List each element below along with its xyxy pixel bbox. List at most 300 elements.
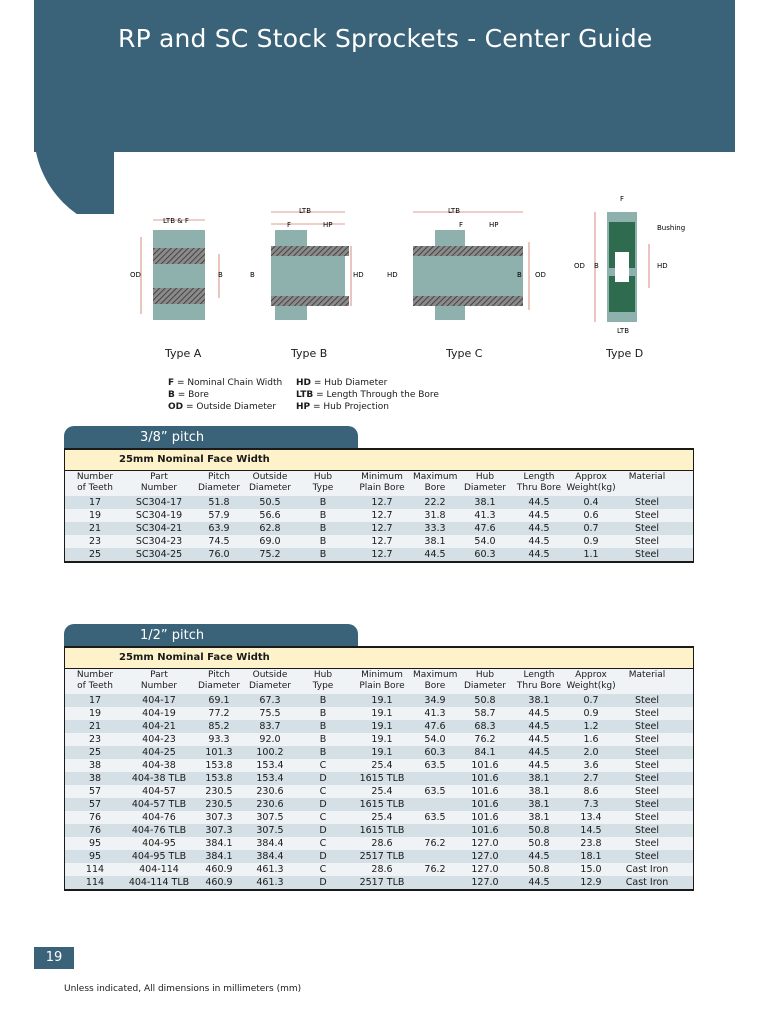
table-cell: 307.3 [205, 812, 233, 823]
table-cell: 50.8 [528, 838, 550, 849]
table-cell: D [319, 825, 327, 836]
table-cell: 153.4 [256, 773, 284, 784]
ltb-f-label: LTB & F [163, 217, 189, 225]
table-cell: 114 [85, 877, 105, 888]
table-cell: 15.0 [580, 864, 602, 875]
table-cell: 44.5 [528, 760, 550, 771]
table-cell: D [319, 799, 327, 810]
table-cell: 1.1 [583, 549, 599, 560]
table-row [65, 496, 693, 509]
table-cell: 404-95 TLB [131, 851, 187, 862]
table-cell: 12.7 [371, 510, 393, 521]
column-header: Hub Diameter [463, 472, 507, 493]
table-cell: 127.0 [471, 851, 499, 862]
f-label: F [287, 221, 292, 229]
bushing-label: Bushing [657, 224, 686, 232]
table-cell: Cast Iron [625, 864, 669, 875]
table-cell: Steel [634, 838, 660, 849]
table-cell: B [319, 708, 327, 719]
table-cell: 404-57 TLB [131, 799, 187, 810]
od-label: OD [535, 271, 546, 279]
table-cell: 84.1 [474, 747, 496, 758]
table-cell: 38.1 [424, 536, 446, 547]
column-header: Hub Type [312, 670, 334, 691]
table-row [65, 694, 693, 707]
f-label: F [459, 221, 464, 229]
table-cell: 404-38 [142, 760, 176, 771]
sprocket-diagrams [125, 192, 705, 372]
table-cell: 44.5 [528, 497, 550, 508]
column-headers [65, 470, 693, 496]
table-cell: 44.5 [528, 734, 550, 745]
table-row [65, 759, 693, 772]
table-cell: 74.5 [208, 536, 230, 547]
table-cell: 2.7 [583, 773, 599, 784]
table-cell: 14.5 [580, 825, 602, 836]
table-cell: 1615 TLB [359, 799, 405, 810]
table-cell [413, 772, 457, 785]
column-header: Hub Diameter [463, 670, 507, 691]
table-cell: Steel [634, 510, 660, 521]
table-row [65, 720, 693, 733]
table-cell: 384.4 [256, 851, 284, 862]
table-cell: 57 [88, 799, 102, 810]
table-row [65, 785, 693, 798]
table-cell: 404-114 [139, 864, 179, 875]
table-cell: SC304-17 [135, 497, 183, 508]
column-header: Approx Weight(kg) [566, 472, 616, 493]
table-cell: 23 [88, 734, 102, 745]
table-cell: D [319, 877, 327, 888]
sprocket-table-3-8 [64, 448, 694, 563]
table-cell: 21 [88, 721, 102, 732]
table-cell: 44.5 [424, 549, 446, 560]
f-label: F [620, 195, 625, 203]
table-cell: 22.2 [424, 497, 446, 508]
table-cell: 307.5 [256, 825, 284, 836]
od-label: OD [574, 262, 585, 270]
table-cell: 44.5 [528, 549, 550, 560]
table-cell: 25.4 [371, 760, 393, 771]
table-cell: 101.6 [471, 812, 499, 823]
table-cell: 21 [88, 523, 102, 534]
legend-left [168, 377, 282, 413]
table-row [65, 876, 693, 889]
table-cell: 25 [88, 549, 102, 560]
table-cell: 68.3 [474, 721, 496, 732]
table-cell: 384.1 [205, 838, 233, 849]
table-cell: 19 [88, 510, 102, 521]
header-curve [34, 152, 114, 214]
table-cell: 404-25 [142, 747, 176, 758]
column-header: Outside Diameter [248, 472, 292, 493]
table-cell: 58.7 [474, 708, 496, 719]
table-cell: 404-17 [142, 695, 176, 706]
table-cell: Steel [634, 708, 660, 719]
b-label: B [594, 262, 599, 270]
pitch-tab-1-2: 1/2” pitch [64, 624, 358, 648]
table-cell: 404-38 TLB [131, 773, 187, 784]
table-cell: 23.8 [580, 838, 602, 849]
table-cell: 75.5 [259, 708, 281, 719]
table-cell: B [319, 549, 327, 560]
table-row [65, 733, 693, 746]
table-cell: 404-95 [142, 838, 176, 849]
type-d-diagram [574, 195, 685, 335]
table-cell [413, 850, 457, 863]
type-c-label: Type C [446, 347, 483, 360]
table-cell: 60.3 [424, 747, 446, 758]
table-cell: 19.1 [371, 747, 393, 758]
table-cell: 404-76 [142, 812, 176, 823]
table-cell: 17 [88, 695, 102, 706]
table-cell: 1615 TLB [359, 773, 405, 784]
table-cell: 127.0 [471, 877, 499, 888]
table-cell: 1.2 [583, 721, 599, 732]
table-cell: 230.6 [256, 799, 284, 810]
column-header: Part Number [140, 472, 178, 493]
table-cell: 100.2 [256, 747, 284, 758]
table-cell: Steel [634, 734, 660, 745]
table-cell: Steel [634, 523, 660, 534]
column-header: Pitch Diameter [197, 670, 241, 691]
table-cell: D [319, 851, 327, 862]
table-cell: B [319, 734, 327, 745]
table-cell: 460.9 [205, 864, 233, 875]
table-cell: Cast Iron [625, 877, 669, 888]
table-row [65, 772, 693, 785]
table-cell: 114 [85, 864, 105, 875]
table-cell: 12.7 [371, 549, 393, 560]
table-cell: C [319, 760, 327, 771]
table-cell: 101.6 [471, 773, 499, 784]
table-cell: Steel [634, 812, 660, 823]
type-d-label: Type D [606, 347, 644, 360]
legend-right [296, 377, 439, 413]
table-cell: 404-21 [142, 721, 176, 732]
table-cell: 69.1 [208, 695, 230, 706]
table-cell: Steel [634, 549, 660, 560]
column-header: Minimum Plain Bore [359, 472, 405, 493]
table-cell: C [319, 838, 327, 849]
table-cell: 153.8 [205, 773, 233, 784]
table-cell: 38.1 [528, 799, 550, 810]
column-header: Pitch Diameter [197, 472, 241, 493]
table-cell: 47.6 [474, 523, 496, 534]
table-cell: 230.6 [256, 786, 284, 797]
hd-label: HD [353, 271, 364, 279]
table-cell: 34.9 [424, 695, 446, 706]
legend-item: HP = Hub Projection [296, 402, 389, 412]
table-cell: 307.3 [205, 825, 233, 836]
table-row [65, 863, 693, 876]
hp-label: HP [323, 221, 333, 229]
ltb-label: LTB [617, 327, 630, 335]
table-cell: 0.7 [583, 523, 599, 534]
table-cell: 47.6 [424, 721, 446, 732]
table-cell: 76.2 [424, 864, 446, 875]
table-cell: 51.8 [208, 497, 230, 508]
table-cell: 0.4 [583, 497, 599, 508]
table-cell: 75.2 [259, 549, 281, 560]
table-cell: Steel [634, 695, 660, 706]
sprocket-table-1-2 [64, 646, 694, 891]
table-cell: Steel [634, 760, 660, 771]
table-cell: 404-114 TLB [128, 877, 190, 888]
table-cell: 44.5 [528, 708, 550, 719]
page-title: RP and SC Stock Sprockets - Center Guide [118, 24, 653, 53]
type-b-diagram [250, 207, 364, 320]
table-cell: 12.9 [580, 877, 602, 888]
table-cell: 95 [88, 838, 102, 849]
table-cell: 54.0 [424, 734, 446, 745]
table-cell: 7.3 [583, 799, 599, 810]
b-label: B [250, 271, 255, 279]
table-cell: 230.5 [205, 786, 233, 797]
table-cell: 153.4 [256, 760, 284, 771]
table-cell: 13.4 [580, 812, 602, 823]
table-cell: C [319, 812, 327, 823]
table-cell: 44.5 [528, 851, 550, 862]
ltb-label: LTB [299, 207, 312, 215]
table-cell: 101.6 [471, 760, 499, 771]
table-cell: Steel [634, 825, 660, 836]
table-cell: 404-23 [142, 734, 176, 745]
table-cell: 44.5 [528, 721, 550, 732]
table-cell: 28.6 [371, 838, 393, 849]
table-cell: 127.0 [471, 864, 499, 875]
hd-label: HD [657, 262, 668, 270]
legend-item: HD = Hub Diameter [296, 378, 388, 388]
column-headers [65, 668, 693, 694]
table-cell: B [319, 721, 327, 732]
table-cell: B [319, 523, 327, 534]
table-cell: 17 [88, 497, 102, 508]
table-cell: B [319, 497, 327, 508]
table-cell: 2.0 [583, 747, 599, 758]
table-row [65, 811, 693, 824]
table-cell: 384.4 [256, 838, 284, 849]
table-cell: B [319, 536, 327, 547]
table-row [65, 509, 693, 522]
table-cell: 12.7 [371, 536, 393, 547]
table-cell: 101.6 [471, 825, 499, 836]
table-cell: Steel [634, 799, 660, 810]
table-cell: 38 [88, 760, 102, 771]
table-cell: 18.1 [580, 851, 602, 862]
table-cell: 101.6 [471, 786, 499, 797]
column-header: Minimum Plain Bore [359, 670, 405, 691]
table-cell: 127.0 [471, 838, 499, 849]
table-cell: 0.6 [583, 510, 599, 521]
table-cell: 63.5 [424, 760, 446, 771]
table-rows [65, 694, 693, 889]
legend-item: B = Bore [168, 390, 209, 400]
table-row [65, 535, 693, 548]
table-cell: 404-57 [142, 786, 176, 797]
table-cell: 384.1 [205, 851, 233, 862]
table-cell: 41.3 [424, 708, 446, 719]
table-cell: 1615 TLB [359, 825, 405, 836]
table-cell: 67.3 [259, 695, 281, 706]
table-rows [65, 496, 693, 561]
table-cell: 101.3 [205, 747, 233, 758]
face-width-row: 25mm Nominal Face Width [64, 647, 694, 669]
face-width-row: 25mm Nominal Face Width [64, 449, 694, 471]
table-cell: 69.0 [259, 536, 281, 547]
table-cell: Steel [634, 773, 660, 784]
table-cell: 50.5 [259, 497, 281, 508]
table-cell: 38 [88, 773, 102, 784]
table-cell: 12.7 [371, 523, 393, 534]
table-cell: 77.2 [208, 708, 230, 719]
legend-item: LTB = Length Through the Bore [296, 390, 439, 400]
table-cell: 19.1 [371, 708, 393, 719]
hp-label: HP [489, 221, 499, 229]
table-cell: 460.9 [205, 877, 233, 888]
table-cell: B [319, 695, 327, 706]
table-cell: 44.5 [528, 510, 550, 521]
column-header: Material [628, 670, 666, 680]
table-cell: 44.5 [528, 877, 550, 888]
table-cell: SC304-21 [135, 523, 183, 534]
table-cell: 41.3 [474, 510, 496, 521]
table-cell: 12.7 [371, 497, 393, 508]
table-cell: 0.7 [583, 695, 599, 706]
table-cell: 38.1 [528, 773, 550, 784]
table-cell: 38.1 [474, 497, 496, 508]
table-cell: 54.0 [474, 536, 496, 547]
table-row [65, 746, 693, 759]
table-cell: 50.8 [528, 864, 550, 875]
column-header: Hub Type [312, 472, 334, 493]
table-cell: 461.3 [256, 864, 284, 875]
table-cell: Steel [634, 721, 660, 732]
table-cell: 404-19 [142, 708, 176, 719]
column-header: Outside Diameter [248, 670, 292, 691]
column-header: Number of Teeth [76, 472, 114, 493]
column-header: Length Thru Bore [516, 472, 562, 493]
table-cell: 8.6 [583, 786, 599, 797]
table-cell: 2517 TLB [359, 877, 405, 888]
table-cell: Steel [634, 851, 660, 862]
table-cell: 19 [88, 708, 102, 719]
legend-item: F = Nominal Chain Width [168, 378, 283, 388]
table-cell: SC304-19 [135, 510, 183, 521]
table-cell: C [319, 864, 327, 875]
table-cell: 85.2 [208, 721, 230, 732]
table-cell: 38.1 [528, 812, 550, 823]
column-header: Approx Weight(kg) [566, 670, 616, 691]
table-cell: 83.7 [259, 721, 281, 732]
table-cell: 95 [88, 851, 102, 862]
table-cell: 63.5 [424, 786, 446, 797]
table-cell: 38.1 [528, 695, 550, 706]
table-cell: 33.3 [424, 523, 446, 534]
table-cell: D [319, 773, 327, 784]
table-cell: 19.1 [371, 695, 393, 706]
table-cell: 3.6 [583, 760, 599, 771]
hd-label: HD [387, 271, 398, 279]
table-cell [413, 824, 457, 837]
table-cell: 28.6 [371, 864, 393, 875]
table-cell: 19.1 [371, 721, 393, 732]
table-cell: 76 [88, 825, 102, 836]
column-header: Part Number [140, 670, 178, 691]
table-cell: 76.2 [474, 734, 496, 745]
table-row [65, 850, 693, 863]
table-cell: 62.8 [259, 523, 281, 534]
table-cell: 57 [88, 786, 102, 797]
table-cell: 76.2 [424, 838, 446, 849]
pitch-tab-3-8: 3/8” pitch [64, 426, 358, 450]
column-header: Maximum Bore [413, 472, 457, 493]
table-cell: 25.4 [371, 812, 393, 823]
table-cell [413, 876, 457, 889]
table-cell: 92.0 [259, 734, 281, 745]
table-cell: 50.8 [528, 825, 550, 836]
footnote: Unless indicated, All dimensions in millimeters (mm) [64, 984, 302, 994]
table-row [65, 548, 693, 561]
table-cell: Steel [634, 536, 660, 547]
table-cell: 0.9 [583, 708, 599, 719]
type-a-label: Type A [165, 347, 202, 360]
table-cell: 76.0 [208, 549, 230, 560]
table-cell: 461.3 [256, 877, 284, 888]
table-cell: 25 [88, 747, 102, 758]
table-cell: SC304-25 [135, 549, 183, 560]
table-cell: 44.5 [528, 747, 550, 758]
table-cell: 63.9 [208, 523, 230, 534]
column-header: Maximum Bore [413, 670, 457, 691]
table-cell: Steel [634, 497, 660, 508]
table-cell: 19.1 [371, 734, 393, 745]
table-row [65, 837, 693, 850]
table-cell: 60.3 [474, 549, 496, 560]
table-cell: C [319, 786, 327, 797]
table-cell: SC304-23 [135, 536, 183, 547]
table-cell: Steel [634, 747, 660, 758]
table-cell: 25.4 [371, 786, 393, 797]
table-row [65, 824, 693, 837]
table-cell: 23 [88, 536, 102, 547]
od-label: OD [130, 271, 141, 279]
table-cell: 57.9 [208, 510, 230, 521]
table-cell: 230.5 [205, 799, 233, 810]
table-row [65, 798, 693, 811]
table-cell: 76 [88, 812, 102, 823]
column-header: Length Thru Bore [516, 670, 562, 691]
table-cell: 56.6 [259, 510, 281, 521]
type-a-diagram [130, 217, 223, 320]
table-cell: 307.5 [256, 812, 284, 823]
column-header: Number of Teeth [76, 670, 114, 691]
table-cell: 44.5 [528, 536, 550, 547]
column-header: Material [628, 472, 666, 482]
table-cell: 44.5 [528, 523, 550, 534]
header-banner [34, 0, 735, 152]
table-cell: 2517 TLB [359, 851, 405, 862]
table-cell: 63.5 [424, 812, 446, 823]
table-cell: 101.6 [471, 799, 499, 810]
table-row [65, 522, 693, 535]
table-cell: 38.1 [528, 786, 550, 797]
table-cell [413, 798, 457, 811]
table-cell: 31.8 [424, 510, 446, 521]
legend-item: OD = Outside Diameter [168, 402, 277, 412]
table-cell: 0.9 [583, 536, 599, 547]
type-b-label: Type B [291, 347, 328, 360]
